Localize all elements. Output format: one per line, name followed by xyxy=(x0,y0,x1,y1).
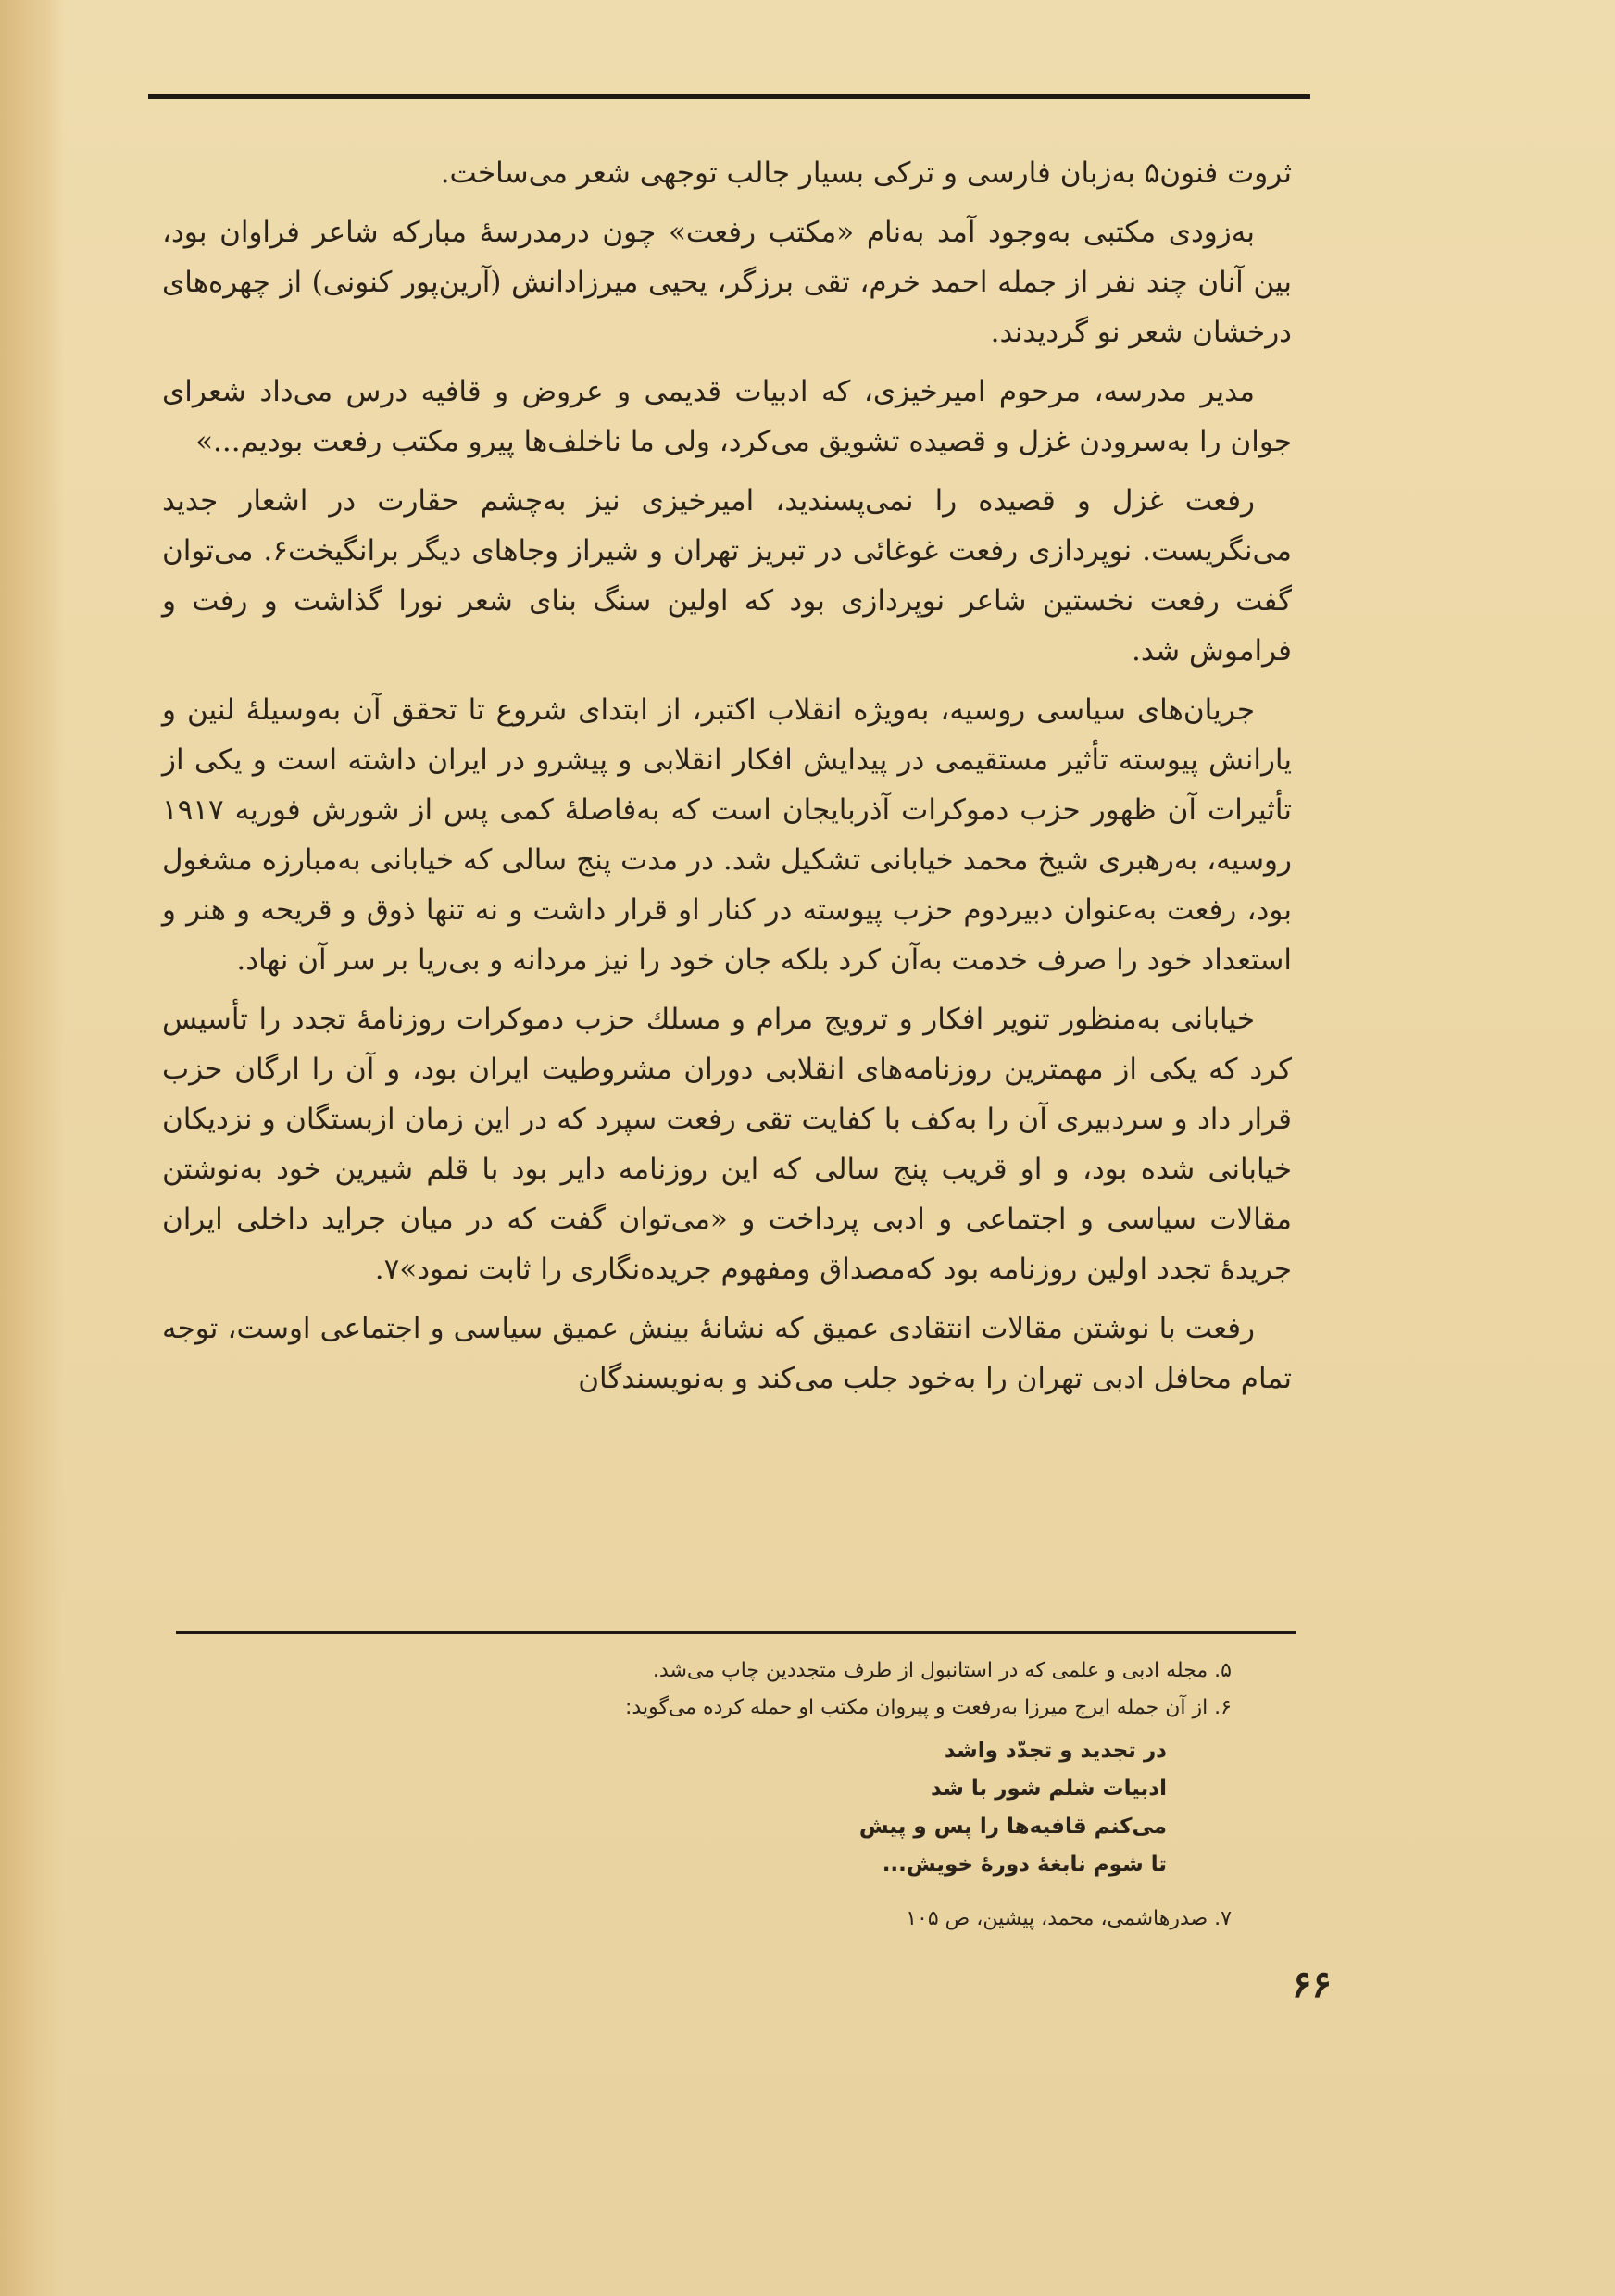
page-binding-shadow xyxy=(0,0,65,2296)
main-text xyxy=(162,148,1292,1413)
page-number: ۶۶ xyxy=(1292,1963,1332,2006)
footnote-rule xyxy=(176,1631,1296,1634)
poem-line-4: تا شوم نابغهٔ دورهٔ خویش... xyxy=(882,1853,1167,1877)
footnote-6: ۶. از آن جمله ایرج میرزا به‌رفعت و پیروان مکتب او حمله کرده می‌گوید: xyxy=(625,1696,1232,1719)
paragraph-2: به‌زودی مکتبی به‌وجود آمد به‌نام «مکتب رفعت» چون درمدرسهٔ مبارکه شاعر فراوان بود، بین آنان چند نفر از جمله احمد خرم، تقی برزگر، یحیی میرزادانش (آرین‌پور کنونی) از چهره‌های درخشان شعر نو گردیدند. xyxy=(162,216,1292,349)
paragraph-4: رفعت غزل و قصیده را نمی‌پسندید، امیرخیزی نیز به‌چشم حقارت در اشعار جدید می‌نگریست. نوپردازی رفعت غوغائی در تبریز تهران و شیراز وجاهای دیگر برانگیخت۶. می‌توان گفت رفعت نخستین شاعر نوپردازی بود که اولین سنگ بنای شعر نورا گذاشت و رفت و فراموش شد. xyxy=(162,484,1292,668)
footnotes xyxy=(176,1653,1232,1938)
footnote-7: ۷. صدرهاشمی، محمد، پیشین، ص ۱۰۵ xyxy=(906,1907,1232,1930)
footnote-5: ۵. مجله ادبی و علمی که در استانبول از طرف متجددین چاپ می‌شد. xyxy=(652,1659,1232,1682)
poem-line-2: ادبیات شلم شور با شد xyxy=(931,1777,1167,1801)
paragraph-5: جریان‌های سیاسی روسیه، به‌ویژه انقلاب اکتبر، از ابتدای شروع تا تحقق آن به‌وسیلهٔ لنین و یارانش پیوسته تأثیر مستقیمی در پیدایش افکار انقلابی و پیشرو در ایران داشته است و یکی از تأثیرات آن ظهور حزب دموکرات آذربایجان است که به‌فاصلهٔ کمی پس از شورش فوریه ۱۹۱۷ روسیه، به‌رهبری شیخ محمد خیابانی تشکیل شد. در مدت پنج سالی که خیابانی به‌مبارزه مشغول بود، رفعت به‌عنوان دبیردوم حزب پیوسته در کنار او قرار داشت و نه تنها ذوق و قریحه و هنر و استعداد خود را صرف خدمت به‌آن کرد بلکه جان خود را نیز مردانه و بی‌ریا بر سر آن نهاد. xyxy=(162,693,1292,977)
paragraph-6: خیابانی به‌منظور تنویر افکار و ترویج مرام و مسلك حزب دموکرات روزنامهٔ تجدد را تأسیس کرد که یکی از مهمترین روزنامه‌های انقلابی دوران مشروطیت ایران بود، و آن را ارگان حزب قرار داد و سردبیری آن را به‌کف با کفایت تقی رفعت سپرد که در این زمان ازبستگان و نزدیکان خیابانی شده بود، و او قریب پنج سالی که این روزنامه دایر بود با قلم شیرین خود به‌نوشتن مقالات سیاسی و اجتماعی و ادبی پرداخت و «می‌توان گفت که در میان جراید داخلی ایران جریدهٔ تجدد اولین روزنامه بود که‌مصداق ومفهوم جریده‌نگاری را ثابت نمود»۷. xyxy=(162,1003,1292,1286)
footnote-poem xyxy=(176,1732,1167,1884)
paragraph-7: رفعت با نوشتن مقالات انتقادی عمیق که نشانهٔ بینش عمیق سیاسی و اجتماعی اوست، توجه تمام محافل ادبی تهران را به‌خود جلب می‌کند و به‌نویسندگان xyxy=(162,1312,1292,1395)
poem-line-3: می‌کنم قافیه‌ها را پس و پیش xyxy=(858,1815,1167,1839)
header-rule xyxy=(148,94,1310,99)
poem-line-1: در تجدید و تجدّد واشد xyxy=(944,1739,1167,1763)
paragraph-3: مدیر مدرسه، مرحوم امیرخیزی، که ادبیات قدیمی و عروض و قافیه درس می‌داد شعرای جوان را به‌سرودن غزل و قصیده تشویق می‌کرد، ولی ما ناخلف‌ها پیرو مکتب رفعت بودیم...» xyxy=(162,375,1292,458)
paragraph-1: ثروت فنون۵ به‌زبان فارسی و ترکی بسیار جالب توجهی شعر می‌ساخت. xyxy=(440,156,1292,190)
